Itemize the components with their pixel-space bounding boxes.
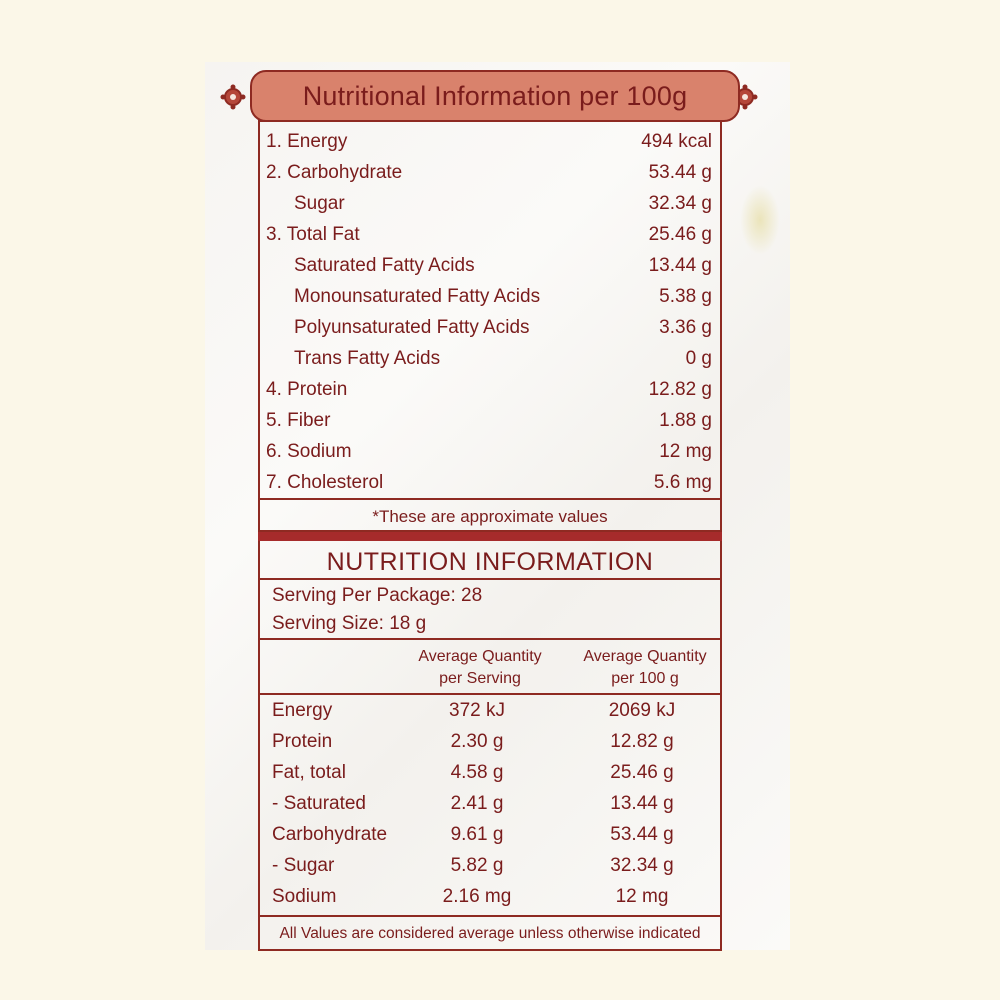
nutrient-label: Protein xyxy=(272,731,333,752)
nutrient-value: 25.46 g xyxy=(648,223,712,245)
column-header-line: Average Quantity xyxy=(583,648,707,665)
table-row xyxy=(272,726,712,757)
banner-title: Nutritional Information per 100g xyxy=(250,70,740,122)
table-row xyxy=(272,819,712,850)
per-serving-value: 5.82 g xyxy=(450,855,504,876)
per-serving-value: 4.58 g xyxy=(450,762,504,783)
table-row xyxy=(266,157,712,188)
per-serving-value: 9.61 g xyxy=(450,824,504,845)
nutrient-label: Saturated Fatty Acids xyxy=(294,254,475,276)
table-row xyxy=(266,467,712,498)
per-100g-value: 32.34 g xyxy=(610,855,674,876)
per-100g-value: 12.82 g xyxy=(610,731,674,752)
nutrient-label: Monounsaturated Fatty Acids xyxy=(294,285,541,307)
table-row xyxy=(266,436,712,467)
table-row xyxy=(272,881,712,912)
divider xyxy=(258,578,722,580)
per-serving-value: 2.41 g xyxy=(450,793,504,814)
table-row xyxy=(272,788,712,819)
table-row xyxy=(272,757,712,788)
nutrient-label: 3. Total Fat xyxy=(266,223,360,245)
per-serving-value: 2.30 g xyxy=(450,731,504,752)
nutrient-label: Trans Fatty Acids xyxy=(294,347,441,369)
nutrient-label: Sugar xyxy=(294,192,345,214)
per-100g-value: 53.44 g xyxy=(610,824,674,845)
nutrient-label: 5. Fiber xyxy=(266,409,331,431)
nutrient-label: Energy xyxy=(272,700,333,721)
nutrient-value: 12 mg xyxy=(659,440,712,462)
per-100g-value: 12 mg xyxy=(615,886,669,907)
paper-stain xyxy=(740,185,780,255)
ornament-left-icon xyxy=(220,84,246,110)
divider xyxy=(258,638,722,640)
nutrient-label: Sodium xyxy=(272,886,337,907)
nutrient-value: 5.38 g xyxy=(659,285,712,307)
column-header-per-100g xyxy=(560,646,730,690)
table-row xyxy=(272,695,712,726)
section-divider-bar xyxy=(258,532,722,541)
nutrient-value: 3.36 g xyxy=(659,316,712,338)
table-row xyxy=(266,343,712,374)
serving-per-package: Serving Per Package: 28 xyxy=(272,585,483,606)
nutrient-value: 13.44 g xyxy=(648,254,712,276)
table-row xyxy=(266,126,712,157)
nutrient-label: 1. Energy xyxy=(266,130,348,152)
nutrient-label: 2. Carbohydrate xyxy=(266,161,403,183)
table-row xyxy=(272,850,712,881)
per-100g-value: 13.44 g xyxy=(610,793,674,814)
table-row xyxy=(266,374,712,405)
nutrition-heading: NUTRITION INFORMATION xyxy=(326,548,654,576)
table-row xyxy=(266,312,712,343)
column-header-line: Average Quantity xyxy=(418,648,542,665)
nutrient-label: Polyunsaturated Fatty Acids xyxy=(294,316,530,338)
nutrient-label: 4. Protein xyxy=(266,378,348,400)
column-header-line: per 100 g xyxy=(611,670,679,687)
nutrient-value: 494 kcal xyxy=(641,130,712,152)
nutrient-label: 6. Sodium xyxy=(266,440,352,462)
nutrient-label: 7. Cholesterol xyxy=(266,471,384,493)
nutrient-label: - Saturated xyxy=(272,793,366,814)
column-header-per-serving xyxy=(395,646,565,690)
nutrient-value: 53.44 g xyxy=(648,161,712,183)
divider xyxy=(258,498,722,500)
nutrient-value: 32.34 g xyxy=(648,192,712,214)
per-serving-value: 372 kJ xyxy=(449,700,505,721)
nutrient-label: Fat, total xyxy=(272,762,346,783)
column-header-line: per Serving xyxy=(439,670,521,687)
nutrient-label: - Sugar xyxy=(272,855,335,876)
table-row xyxy=(266,219,712,250)
footer-note: All Values are considered average unless otherwise indicated xyxy=(279,925,701,942)
nutrient-value: 1.88 g xyxy=(659,409,712,431)
approx-note: *These are approximate values xyxy=(372,507,608,526)
divider xyxy=(258,915,722,917)
nutrient-label: Carbohydrate xyxy=(272,824,388,845)
nutrient-value: 5.6 mg xyxy=(653,471,712,493)
table-row xyxy=(266,281,712,312)
table-row xyxy=(266,250,712,281)
nutrient-value: 0 g xyxy=(685,347,712,369)
table-row xyxy=(266,405,712,436)
table-row xyxy=(266,188,712,219)
per-serving-value: 2.16 mg xyxy=(442,886,512,907)
nutrient-value: 12.82 g xyxy=(648,378,712,400)
per-100g-value: 25.46 g xyxy=(610,762,674,783)
per-100g-value: 2069 kJ xyxy=(608,700,676,721)
serving-size: Serving Size: 18 g xyxy=(272,613,427,634)
